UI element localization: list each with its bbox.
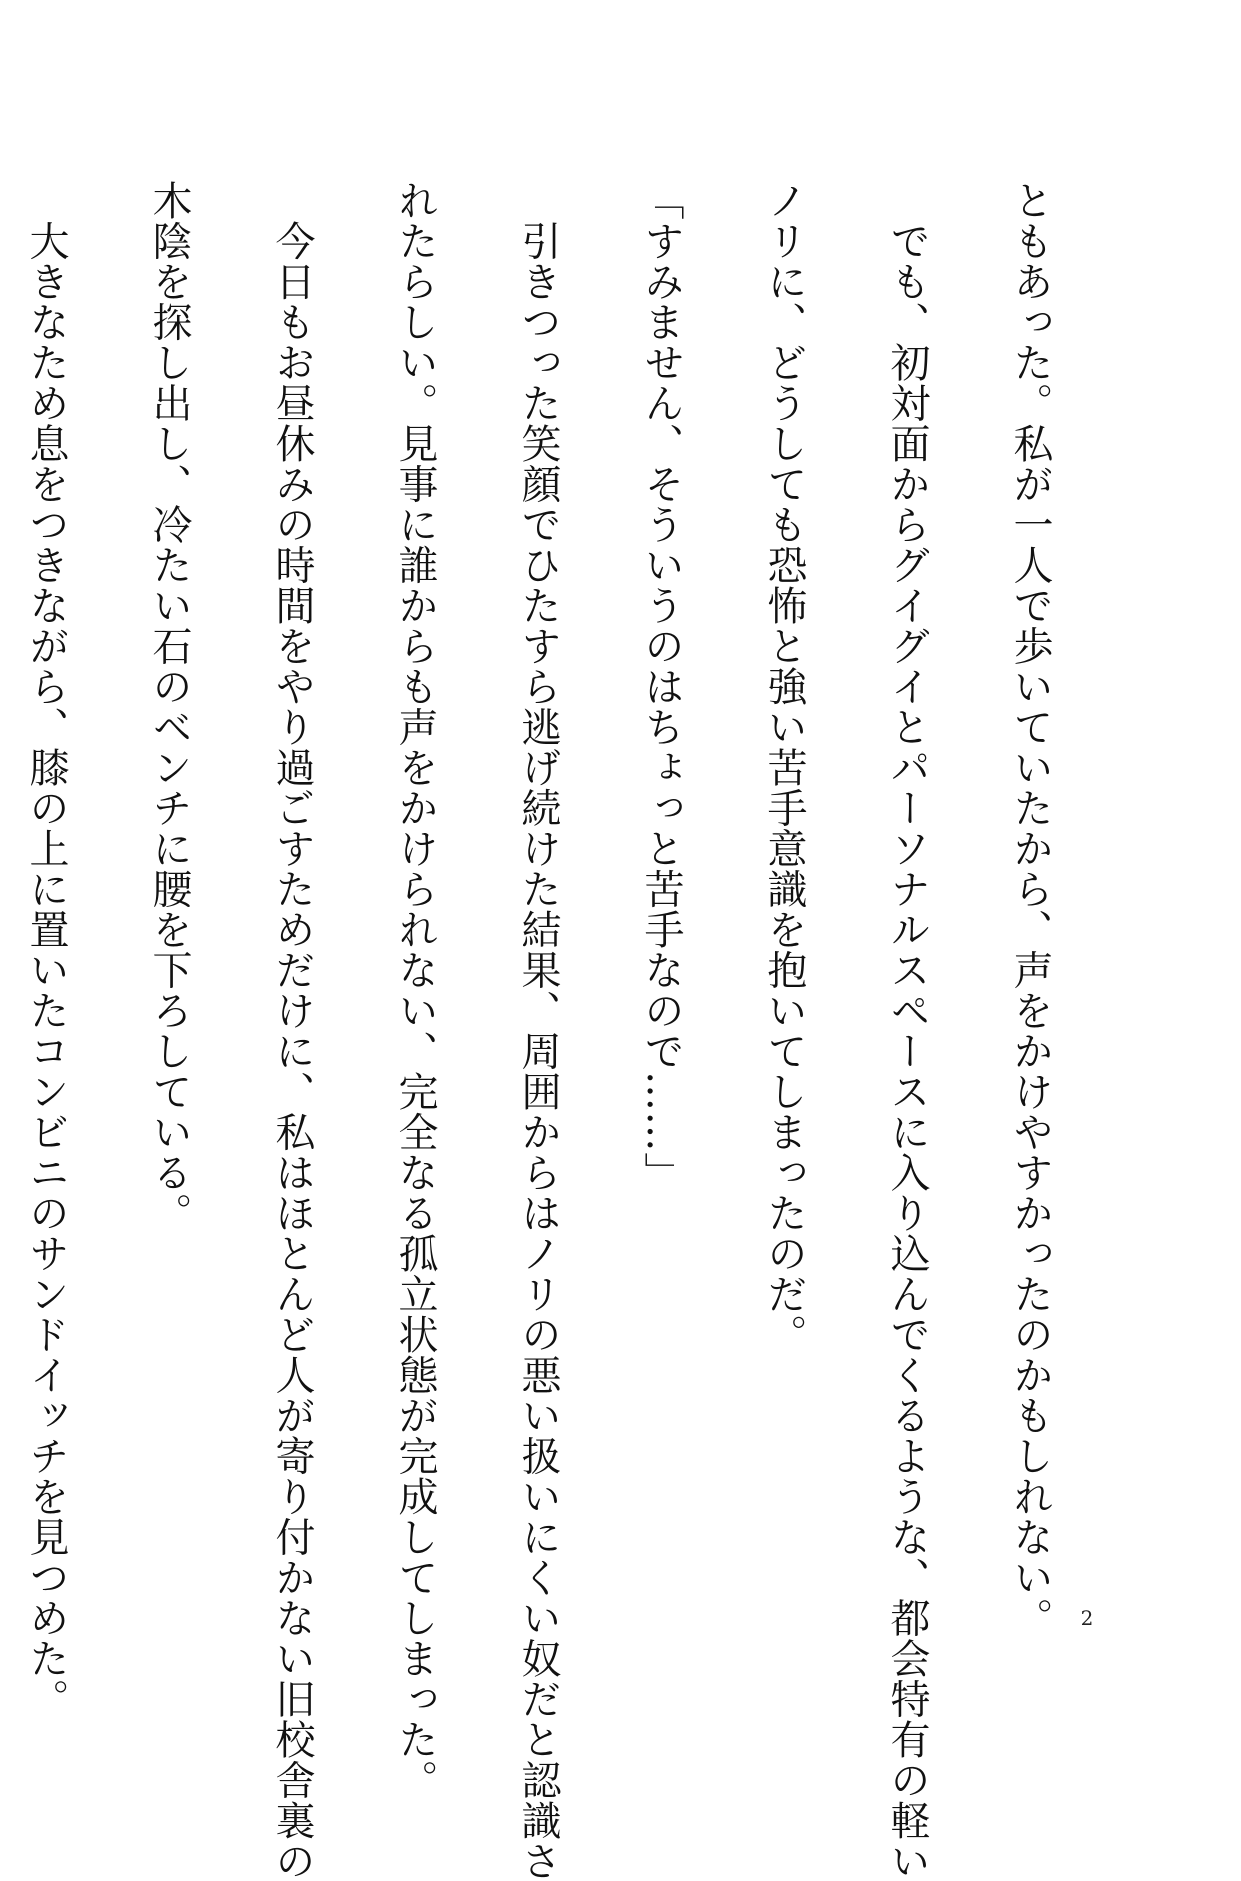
page-number: 2 bbox=[1080, 1606, 1094, 1630]
text-line: 引きつった笑顔でひたすら逃げ続けた結果、周囲からはノリの悪い扱いにくい奴だと認識さ bbox=[515, 180, 561, 1881]
text-line: 「すみません、そういうのはちょっと苦手なので……」 bbox=[638, 180, 684, 1193]
text-line: でも、初対面からグイグイとパーソナルスペースに入り込んでくるような、都会特有の軽い bbox=[884, 180, 930, 1881]
text-line: ともあった。私が一人で歩いていたから、声をかけやすかったのかもしれない。 bbox=[1007, 180, 1053, 1638]
text-line: 大きなため息をつきながら、膝の上に置いたコンビニのサンドイッチを見つめた。 bbox=[23, 180, 69, 1719]
text-line: ノリに、どうしても恐怖と強い苦手意識を抱いてしまったのだ。 bbox=[761, 180, 807, 1355]
text-line: 今日もお昼休みの時間をやり過ごすためだけに、私はほとんど人が寄り付かない旧校舎裏の bbox=[269, 180, 315, 1881]
text-line: れたらしい。見事に誰からも声をかけられない、完全なる孤立状態が完成してしまった。 bbox=[392, 180, 438, 1800]
vertical-text-body bbox=[0, 180, 1091, 1881]
text-line: 木陰を探し出し、冷たい石のベンチに腰を下ろしている。 bbox=[146, 180, 192, 1233]
